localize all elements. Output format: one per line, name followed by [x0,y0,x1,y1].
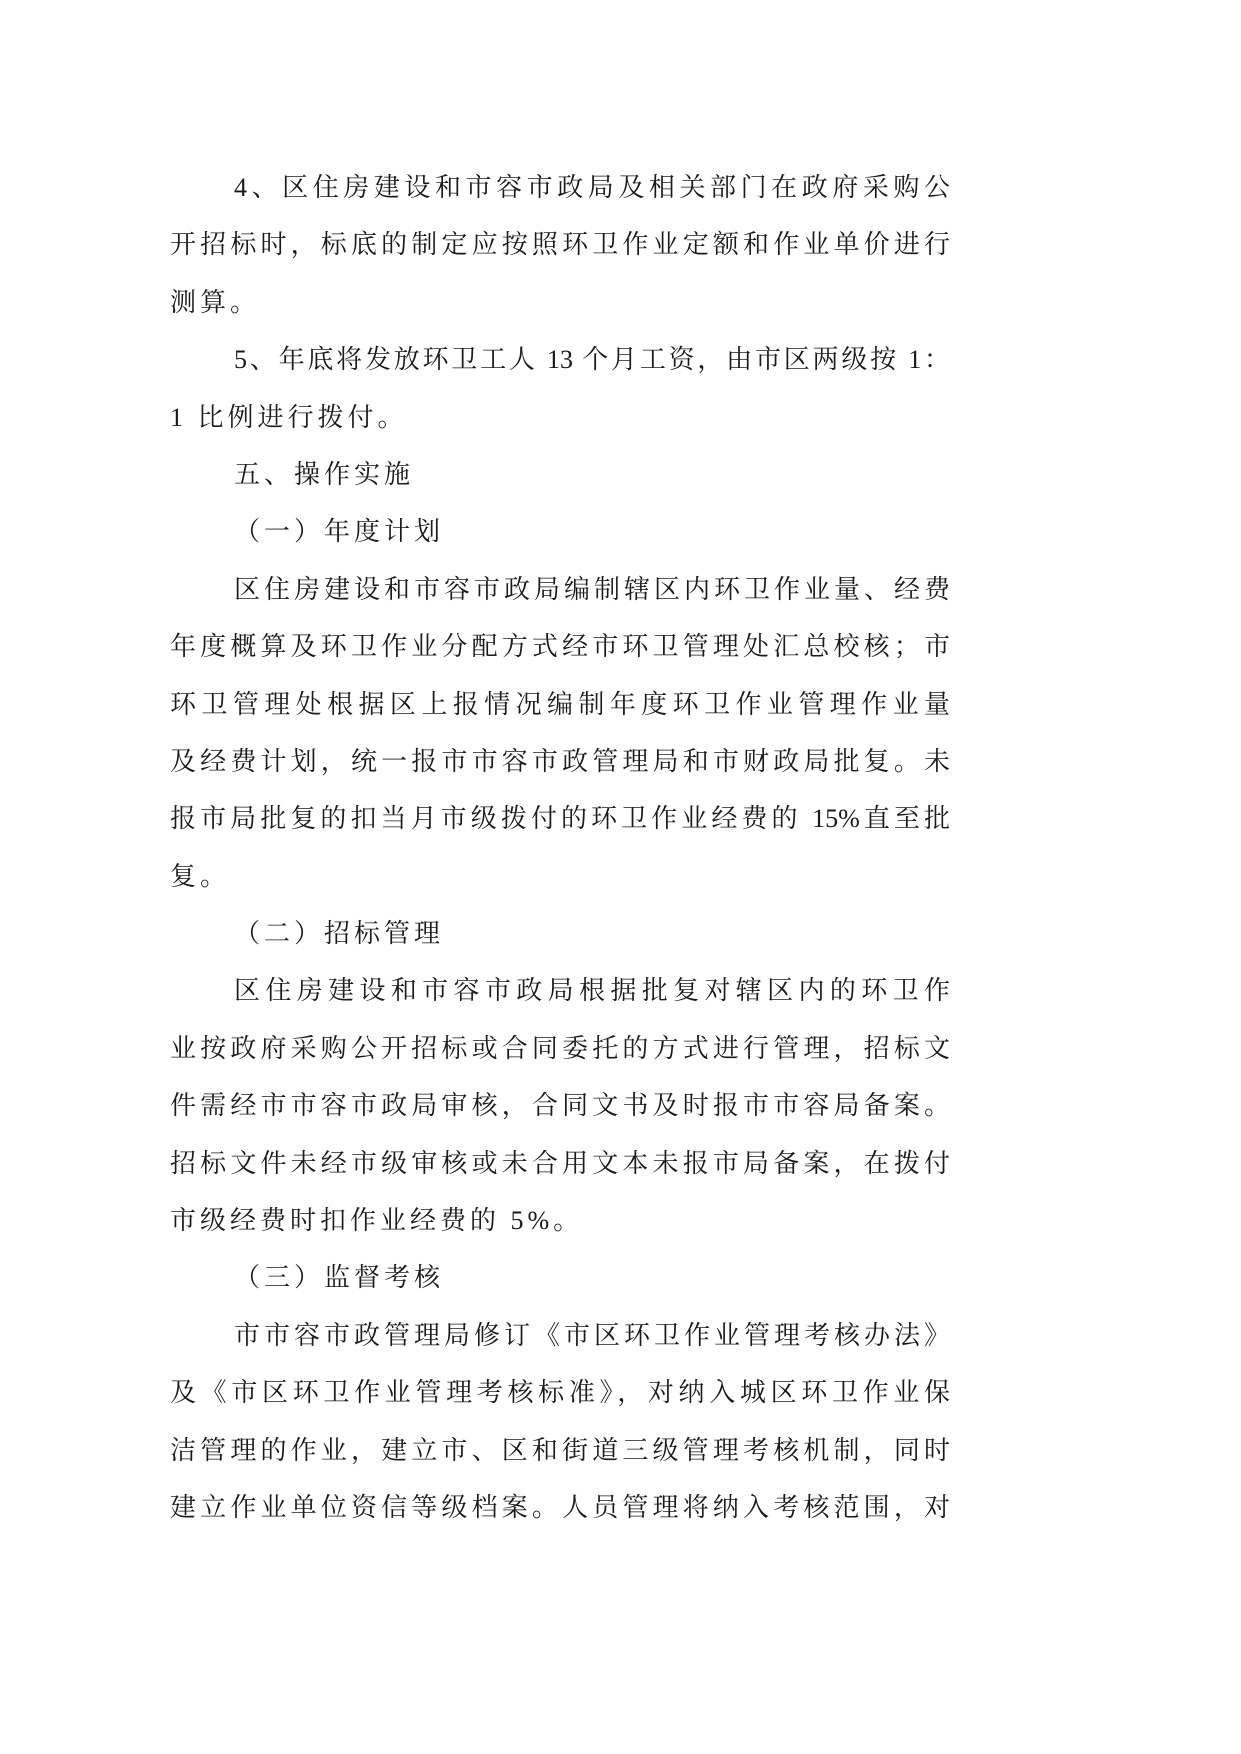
paragraph-item-5 [170,331,950,446]
document-body [170,159,950,1536]
paragraph-line: 业按政府采购公开招标或合同委托的方式进行管理，招标文 [170,1033,950,1063]
paragraph-supervision [170,1307,950,1537]
paragraph-bidding [170,962,950,1249]
section-heading [170,446,950,503]
paragraph-line: 及《市区环卫作业管理考核标准》，对纳入城区环卫作业保 [170,1378,950,1408]
paragraph-annual-plan [170,561,950,905]
paragraph-line: 区住房建设和市容市政局根据批复对辖区内的环卫作 [234,976,950,1006]
subsection-heading-bidding [170,905,950,962]
paragraph-line: 招标文件未经市级审核或未合用文本未报市局备案，在拨付 [170,1148,950,1178]
subsection-heading-annual-plan [170,503,950,560]
subsection-heading-text: （一）年度计划 [234,517,445,547]
paragraph-line: 区住房建设和市容市政局编制辖区内环卫作业量、经费 [234,574,950,604]
paragraph-line: 测算。 [170,287,261,317]
paragraph-item-4 [170,159,950,331]
paragraph-line: 复。 [170,861,231,891]
paragraph-line: 建立作业单位资信等级档案。人员管理将纳入考核范围，对 [170,1492,950,1522]
section-heading-text: 五、操作实施 [234,459,415,489]
paragraph-line: 报市局批复的扣当月市级拨付的环卫作业经费的 15%直至批 [170,804,950,834]
subsection-heading-text: （二）招标管理 [234,919,445,949]
subsection-heading-supervision [170,1249,950,1306]
paragraph-line: 市市容市政管理局修订《市区环卫作业管理考核办法》 [234,1320,950,1350]
paragraph-line: 件需经市市容市政局审核，合同文书及时报市市容局备案。 [170,1091,950,1121]
paragraph-line: 开招标时，标底的制定应按照环卫作业定额和作业单价进行 [170,230,950,260]
paragraph-line: 洁管理的作业，建立市、区和街道三级管理考核机制，同时 [170,1435,950,1465]
paragraph-line: 年度概算及环卫作业分配方式经市环卫管理处汇总校核；市 [170,632,950,662]
paragraph-line: 市级经费时扣作业经费的 5%。 [170,1206,584,1236]
subsection-heading-text: （三）监督考核 [234,1263,445,1293]
paragraph-line: 及经费计划，统一报市市容市政管理局和市财政局批复。未 [170,746,950,776]
paragraph-line: 环卫管理处根据区上报情况编制年度环卫作业管理作业量 [170,689,950,719]
paragraph-line: 4、区住房建设和市容市政局及相关部门在政府采购公 [234,173,950,202]
paragraph-line: 5、年底将发放环卫工人 13 个月工资，由市区两级按 1： [234,345,950,375]
paragraph-line: 1 比例进行拨付。 [170,402,408,432]
